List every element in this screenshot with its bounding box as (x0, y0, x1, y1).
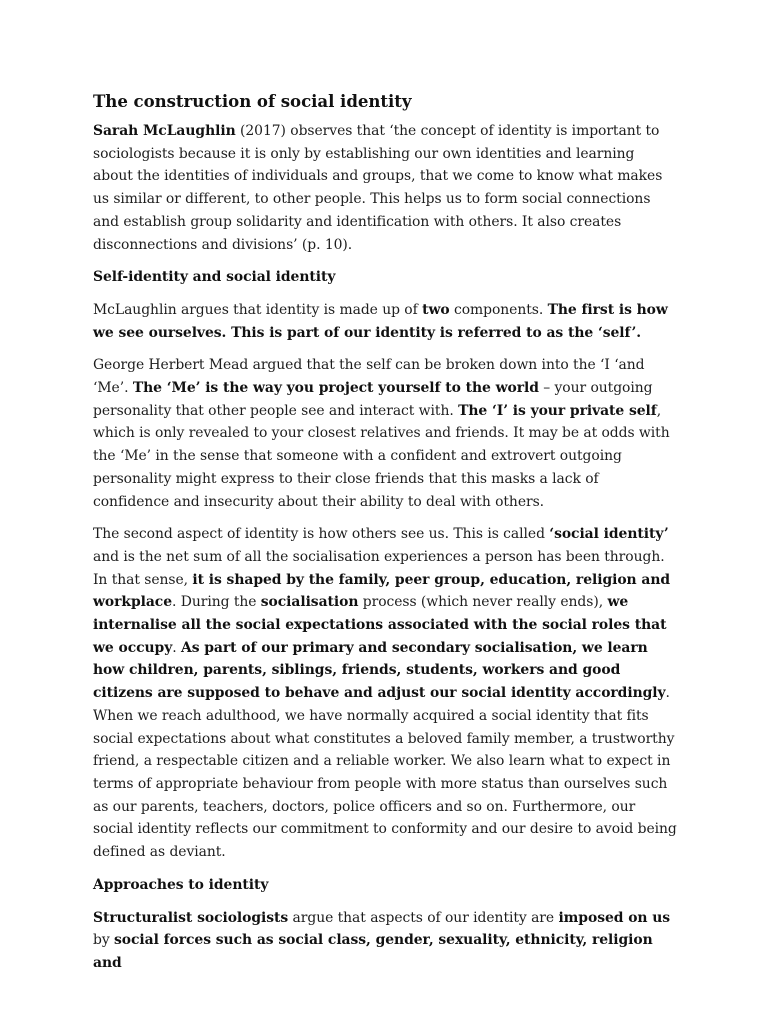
heading-approaches: Approaches to identity (93, 876, 269, 893)
heading-self-identity: Self-identity and social identity (93, 269, 336, 286)
page-title: The construction of social identity (93, 91, 412, 111)
paragraph-structuralist: Structuralist sociologists argue that aspects of our identity are imposed on us by social forces such as social class, gender, sexuality, ethnicity, religion and (93, 909, 671, 971)
paragraph-intro: Sarah McLaughlin (2017) observes that ‘the concept of identity is important to sociologists because it is only by establishing our own identities and learning about the identities of individuals and groups, that we come to know what makes us similar or different, to other people. This helps us to form social connections and establish group solidarity and identification with others. It also creates disconnections and divisions’ (p. 10). (93, 123, 663, 253)
paragraph-social-identity: The second aspect of identity is how others see us. This is called ‘social identity’ and is the net sum of all the socialisation experiences a person has been through. In that sense, it is shaped by the family, peer group, education, religion and workplace. During the socialisation process (which never really ends), we internalise all the social expectations associated with the social roles that we occupy. As part of our primary and secondary socialisation, we learn how children, parents, siblings, friends, students, workers and good citizens are supposed to behave and adjust our social identity accordingly. When we reach adulthood, we have normally acquired a social identity that fits social expectations about what constitutes a beloved family member, a trustworthy friend, a respectable citizen and a reliable worker. We also learn what to expect in terms of appropriate behaviour from people with more status than ourselves such as our parents, teachers, doctors, police officers and so on. Furthermore, our social identity reflects our commitment to conformity and our desire to avoid being defined as deviant. (93, 526, 677, 861)
document-page (93, 90, 678, 985)
paragraph-components: McLaughlin argues that identity is made up of two components. The first is how we see ourselves. This is part of our identity is referred to as the ‘self’. (93, 301, 668, 341)
paragraph-mead: George Herbert Mead argued that the self can be broken down into the ‘I ‘and ‘Me’. The ‘Me’ is the way you project yourself to the world – your outgoing personality that other people see and interact with. The ‘I’ is your private self, which is only revealed to your closest relatives and friends. It may be at odds with the ‘Me’ in the sense that someone with a confident and extrovert outgoing personality might express to their close friends that this masks a lack of confidence and insecurity about their ability to deal with others. (93, 357, 670, 510)
author-name: Sarah McLaughlin (93, 123, 236, 139)
